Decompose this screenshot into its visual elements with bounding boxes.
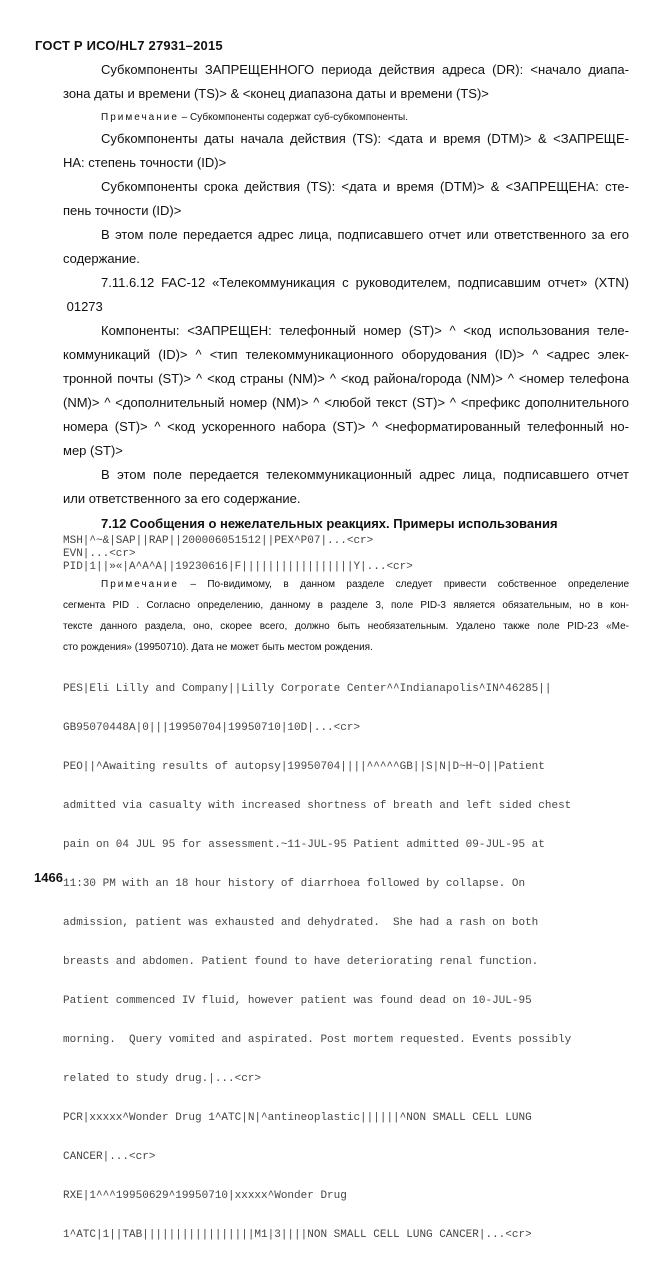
note-text: – Субкомпоненты содержат суб-субкомпоненты. <box>178 112 408 123</box>
code-line: 11:30 PM with an 18 hour history of diarrhoea followed by collapse. On <box>63 878 526 890</box>
paragraph-line: зона даты и времени (TS)> & <конец диапазона даты и времени (TS)> <box>63 86 489 101</box>
paragraph-line: номера (ST)> ^ <код ускоренного набора (ST)> ^ <неформатированный телефонный но- <box>63 419 629 434</box>
note-label: Примечание <box>101 112 179 123</box>
note-line: сто рождения» (19950710). Дата не может быть местом рождения. <box>63 642 373 653</box>
code-line: EVN|...<cr> <box>63 548 136 560</box>
code-line: PCR|xxxxx^Wonder Drug 1^ATC|N|^antineoplastic||||||^NON SMALL CELL LUNG <box>63 1112 532 1124</box>
section-title: 7.12 Сообщения о нежелательных реакциях. Примеры использования <box>101 516 558 531</box>
code-line: pain on 04 JUL 95 for assessment.~11-JUL-95 Patient admitted 09-JUL-95 at <box>63 839 545 851</box>
code-line: PID|1||»«|A^A^A||19230616|F|||||||||||||||||Y|...<cr> <box>63 561 413 573</box>
paragraph-line: НА: степень точности (ID)> <box>63 155 227 170</box>
code-line: GB95070448A|0|||19950704|19950710|10D|...<cr> <box>63 722 361 734</box>
code-line: PEO||^Awaiting results of autopsy|19950704||||^^^^^GB||S|N|D~H~O||Patient <box>63 761 545 773</box>
note-label: Примечание <box>101 579 179 590</box>
code-line: admitted via casualty with increased shortness of breath and left sided chest <box>63 800 572 812</box>
paragraph-line: мер (ST)> <box>63 443 123 458</box>
field-heading-line: 01273 <box>63 299 103 314</box>
code-line: Patient commenced IV fluid, however patient was found dead on 10-JUL-95 <box>63 995 532 1007</box>
paragraph-line: Субкомпоненты ЗАПРЕЩЕННОГО периода действия адреса (DR): <начало диапа- <box>101 62 629 77</box>
page-number: 1466 <box>34 870 63 885</box>
paragraph-line: Компоненты: <ЗАПРЕЩЕН: телефонный номер (ST)> ^ <код использования теле- <box>101 323 629 338</box>
code-line: RXE|1^^^19950629^19950710|xxxxx^Wonder Drug <box>63 1190 347 1202</box>
paragraph-line: коммуникаций (ID)> ^ <тип телекоммуникационного оборудования (ID)> ^ <адрес элек- <box>63 347 629 362</box>
code-line: related to study drug.|...<cr> <box>63 1073 262 1085</box>
code-line: CANCER|...<cr> <box>63 1151 156 1163</box>
note-line: сегмента PID . Согласно определению, данному в разделе 3, поле PID-3 является обязательным, но в кон- <box>63 600 629 611</box>
document-header: ГОСТ Р ИСО/HL7 27931–2015 <box>35 38 223 53</box>
code-block-2 <box>63 657 571 1268</box>
paragraph-line: содержание. <box>63 251 140 266</box>
code-line: breasts and abdomen. Patient found to have deteriorating renal function. <box>63 956 539 968</box>
paragraph-line: В этом поле передается адрес лица, подписавшего отчет или ответственного за его <box>101 227 629 242</box>
code-line: morning. Query vomited and aspirated. Post mortem requested. Events possibly <box>63 1034 572 1046</box>
code-line: admission, patient was exhausted and dehydrated. She had a rash on both <box>63 917 539 929</box>
note <box>101 577 629 593</box>
code-line: 1^ATC|1||TAB|||||||||||||||||M1|3||||NON SMALL CELL LUNG CANCER|...<cr> <box>63 1229 532 1241</box>
paragraph-line: пень точности (ID)> <box>63 203 182 218</box>
code-block-1 <box>63 535 413 574</box>
note-line: тексте данного раздела, оно, скорее всего, должно быть необязательным. Удалено также поле PID-23 «Ме- <box>63 621 629 632</box>
paragraph-line: Субкомпоненты даты начала действия (TS): <дата и время (DTM)> & <ЗАПРЕЩЕ- <box>101 131 629 146</box>
paragraph-line: тронной почты (ST)> ^ <код страны (NM)> ^ <код района/города (NM)> ^ <номер телефона <box>63 371 629 386</box>
note-text: – По-видимому, в данном разделе следует привести собственное определение <box>178 579 629 590</box>
code-line: PES|Eli Lilly and Company||Lilly Corporate Center^^Indianapolis^IN^46285|| <box>63 683 552 695</box>
note <box>101 110 629 126</box>
paragraph-line: В этом поле передается телекоммуникационный адрес лица, подписавшего отчет <box>101 467 629 482</box>
field-heading-line: 7.11.6.12 FAC-12 «Телекоммуникация с руководителем, подписавшим отчет» (XTN) <box>101 275 629 290</box>
code-line: MSH|^~&|SAP||RAP||200006051512||PEX^P07|...<cr> <box>63 535 374 547</box>
paragraph-line: Субкомпоненты срока действия (TS): <дата и время (DTM)> & <ЗАПРЕЩЕНА: сте- <box>101 179 629 194</box>
paragraph-line: или ответственного за его содержание. <box>63 491 301 506</box>
paragraph-line: (NM)> ^ <дополнительный номер (NM)> ^ <любой текст (ST)> ^ <префикс дополнительного <box>63 395 629 410</box>
